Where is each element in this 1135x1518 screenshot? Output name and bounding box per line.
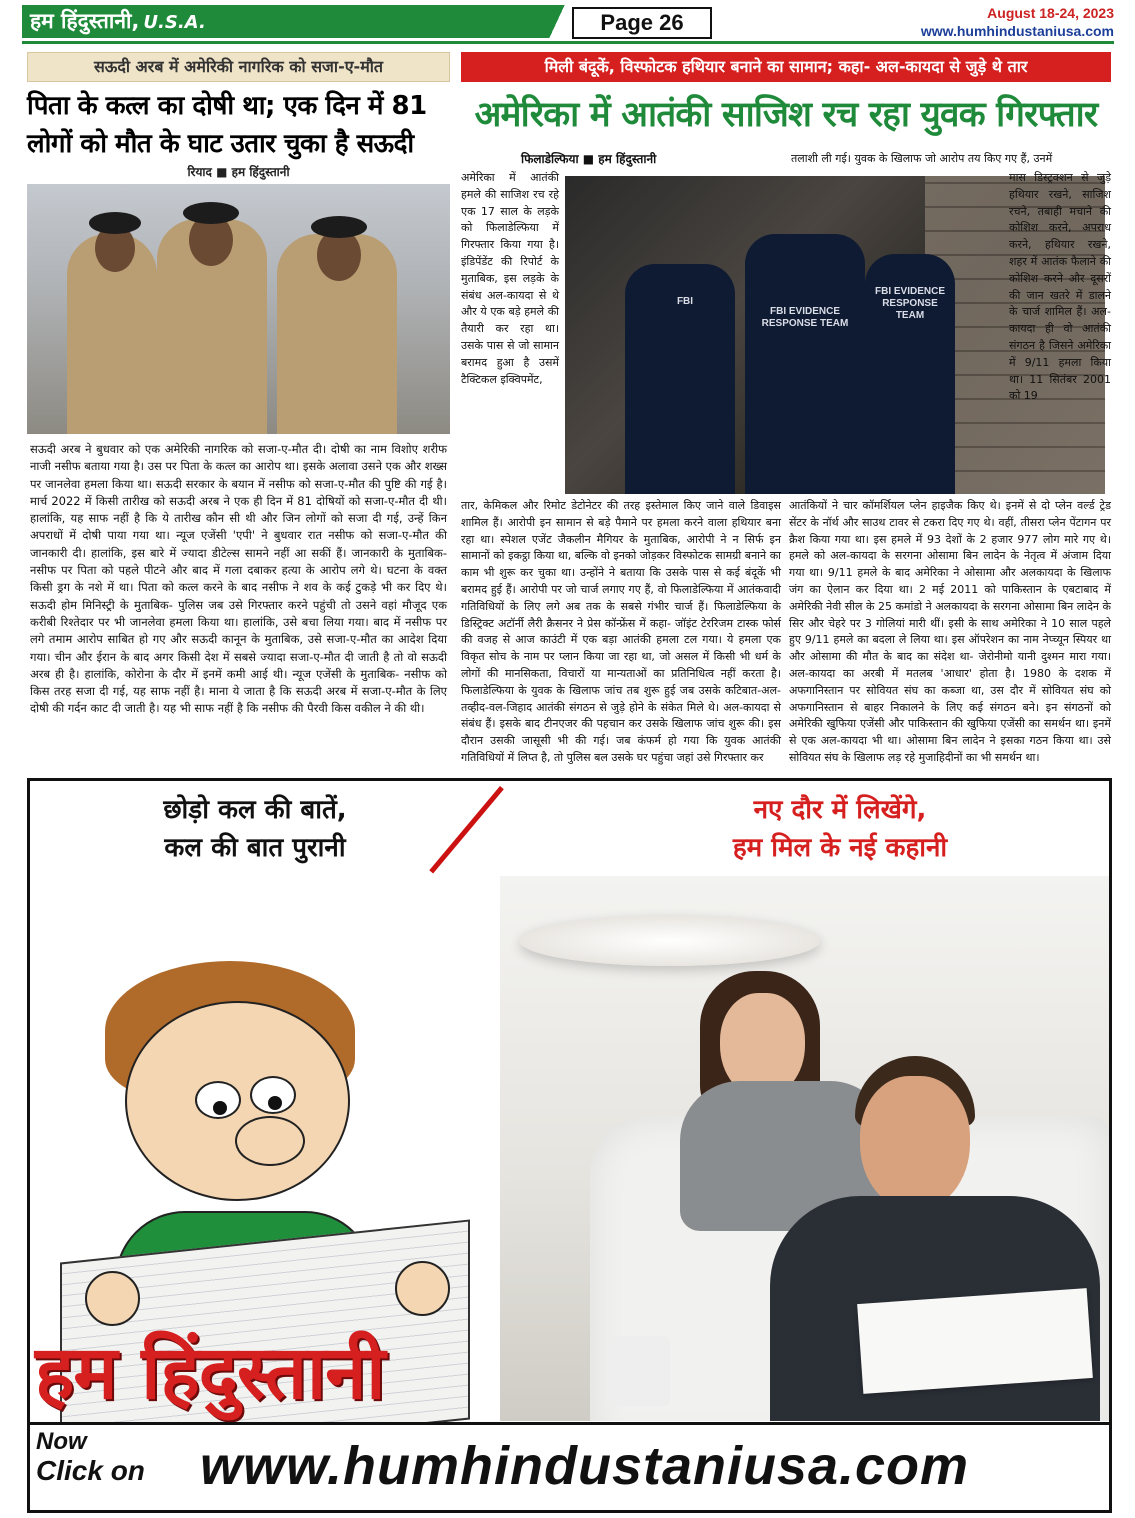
vest-label: FBI EVIDENCE RESPONSE TEAM xyxy=(761,306,849,329)
cartoon-hand xyxy=(395,1261,450,1316)
ad-tagline-line: कल की बात पुरानी xyxy=(164,833,346,863)
ad-brand-logo: हम हिंदुस्तानी xyxy=(35,1330,385,1416)
website-link[interactable]: www.humhindustaniusa.com xyxy=(920,23,1114,39)
article-body-col2: आतंकियों ने चार कॉमर्शियल प्लेन हाइजैक किए थे। इनमें से दो प्लेन वर्ल्ड ट्रेड सेंटर के नॉर्थ और साउथ टावर से टकरा दिए गए थे। वहीं, तीसरा प्लेन पेंटागन पर क्रैश किया गया था। इस हमले में 93 देशों के 2 हजार 977 लोग मारे गए थे। हमले को अल-कायदा के सरगना ओसामा बिन लादेन के नेतृत्व में अंजाम दिया गया था। 9/11 हमले के बाद अमेरिका ने ओसामा और अलकायदा के खिलाफ जंग का ऐलान कर दिया था। 2 मई 2011 को पाकिस्तान के एबटाबाद में अमेरिकी नेवी सील के 25 कमांडो ने अलकायदा के सरगना ओसामा बिन लादेन के सिर और चेहरे पर 3 गोलियां मारी थीं। इसी के साथ अमेरिका ने 10 साल पहले हुए 9/11 हमले का बदला ले लिया था। इस ऑपरेशन का नाम नेप्च्यून स्पियर था और ओसामा की मौत के बाद का संदेश था- जेरोनीमो यानी दुश्मन मारा गया। अल-कायदा का अरबी में मतलब 'आधार' होता है। 1980 के दशक में अफगानिस्तान पर सोवियत संघ का कब्जा था, उस दौर में सोवियत संघ को अफगानिस्तान से बाहर निकालने के लिए कई संगठन बने। इन संगठनों को अमेरिकी खुफिया एजेंसी और पाकिस्तान की खुफिया एजेंसी का समर्थन था। इनमें से एक अल-कायदा भी था। ओसामा बिन लादेन ने इसका गठन किया था। उसे सोवियत संघ के खिलाफ लड़ रहे मुजाहिदीनों का भी समर्थन था। xyxy=(789,499,1111,764)
beret-icon xyxy=(89,212,141,234)
article-byline: रियाद ■ हम हिंदुस्तानी xyxy=(187,165,290,179)
saudi-article xyxy=(27,52,450,770)
newspaper-crossword xyxy=(857,1288,1093,1394)
article-body-col1: तार, केमिकल और रिमोट डेटोनेटर की तरह इस्तेमाल किए जाने वाले डिवाइस शामिल हैं। आरोपी इन सामान से बड़े पैमाने पर हमला करने वाला हथियार बना रहा था। स्पेशल एजेंट जैकलीन मैगियर के मुताबिक, आरोपी ने न सिर्फ इन सामानों को इकट्ठा किया था, बल्कि वो इनको जोड़कर विस्फोटक सामग्री बनाने का काम भी शुरू कर चुका था। उन्होंने ने बताया कि उसके पास से कई बंदूकें भी बरामद हुई हैं। आरोपी पर जो चार्ज लगाए गए हैं, वो फिलाडेल्फिया में आतंकवादी गतिविधियों के लिए लगे अब तक के सबसे गंभीर चार्ज हैं। फिलाडेल्फिया के डिस्ट्रिक्ट अटॉर्नी लैरी क्रैसनर ने प्रेस कॉन्फ्रेंस में कहा- जॉइंट टेररिजम टास्क फोर्स की वजह से आज काउंटी में एक बड़ा आतंकी हमला टल गया। ये हमला एक विकृत सोच के नाम पर प्लान किया जा रहा था, जो असल में किसी भी धर्म के लोगों की मानसिकता, विचारों या मान्यताओं का प्रतिनिधित्व नहीं करता है। फिलाडेल्फिया के युवक के खिलाफ जांच तब शुरू हुई जब उसके कटिबात-अल-तव्हीद-वल-जिहाद आतंकी संगठन से जुड़े होने के संकेत मिले थे। अल-कायदा से संबंध हैं। इसके बाद टीनएजर की पहचान कर उसके खिलाफ जांच शुरू की। इस दौरान उसकी जासूसी भी की गई। जब कंफर्म हो गया कि युवक आतंकी गतिविधियों में लिप्त है, तो पुलिस बल उसके घर पहुंचा जहां उसे गिरफ्तार कर xyxy=(461,499,781,764)
beret-icon xyxy=(183,202,239,224)
cartoon-nose xyxy=(235,1116,305,1166)
article-body: सऊदी अरब ने बुधवार को एक अमेरिकी नागरिक को सजा-ए-मौत दी। दोषी का नाम विशोए शरीफ नाजी नसीफ बताया गया है। उस पर पिता के कत्ल का आरोप था। इसके अलावा उसने एक और शख्स पर जानलेवा हमला किया था। सऊदी सरकार के बयान में नसीफ को सजा-ए-मौत की पुष्टि की गई है। मार्च 2022 में किसी तारीख को सऊदी अरब ने एक ही दिन में 81 दोषियों को सजा-ए-मौत दी थी। हालांकि, यह साफ नहीं है कि ये तारीख कौन सी थी और जिन लोगों को सजा दी गई, उन्हें किन अपराधों में दोषी पाया गया था। न्यूज एजेंसी 'एपी' ने बुधवार रात नसीफ को सजा-ए-मौत की जानकारी दी। हालांकि, इस बारे में ज्यादा डीटेल्स सामने नहीं आ सकीं हैं। जानकारी के मुताबिक- नसीफ पर पिता को पहले पीटने और बाद में गला दबाकर हत्या के आरोप लगे थे। घटना के वक्त किसी ड्रग के नशे में था। पिता को कत्ल करने के बाद नसीफ ने शव के कई टुकड़े भी कर दिए थे। सऊदी होम मिनिस्ट्री के मुताबिक- पुलिस जब उसे गिरफ्तार करने पहुंची तो उसने वहां मौजूद एक करीबी रिश्तेदार पर भी जानलेवा हमला किया था। हालांकि, उसे बचा लिया गया। बाद में नसीफ पर लगे तमाम आरोप साबित हो गए और सऊदी कानून के मुताबिक, उसे सजा-ए-मौत का आदेश दिया गया। चीन और ईरान के बाद अगर किसी देश में सबसे ज्यादा सजा-ए-मौत दी जाती है तो वो सऊदी अरब ही है। हालांकि, कोरोना के दौर में इनमें कमी आई थी। न्यूज एजेंसी के मुताबिक- नसीफ को किस तरह सजा दी गई, यह साफ नहीं है। माना ये जाता है कि सऊदी अरब में सजा-ए-मौत के लिए दोषी की गर्दन काट दी जाती है। यह भी साफ नहीं है कि नसीफ की पैरवी किस वकील ने की थी। xyxy=(30,442,447,716)
article-byline: फिलाडेल्फिया ■ हम हिंदुस्तानी xyxy=(521,152,657,166)
masthead-brand xyxy=(22,5,542,38)
issue-date: August 18-24, 2023 xyxy=(987,5,1114,21)
cartoon-hand xyxy=(85,1271,140,1326)
ad-tagline-line: हम मिल के नई कहानी xyxy=(732,833,948,863)
masthead-rule xyxy=(22,41,1114,44)
cartoon-eye xyxy=(250,1076,296,1114)
ad-tagline-line: नए दौर में लिखेंगे, xyxy=(753,795,927,825)
vest-label: FBI xyxy=(676,296,694,307)
page-number: Page 26 xyxy=(572,7,712,39)
beret-icon xyxy=(311,216,367,238)
philadelphia-article xyxy=(461,52,1111,770)
saudi-police-photo xyxy=(27,184,450,434)
ad-tagline-line: छोड़ो कल की बातें, xyxy=(163,795,347,825)
ad-cta-click: Click on xyxy=(36,1455,145,1486)
ad-website-link[interactable]: www.humhindustaniusa.com xyxy=(200,1436,970,1496)
agent-figure xyxy=(745,234,865,494)
couple-reading-photo xyxy=(500,876,1110,1421)
article-body-narrow-right: मास डिस्ट्रक्शन से जुड़े हथियार रखने, साजिश रचने, तबाही मचाने की कोशिश करने, अपराध करने, हथियार रखने, शहर में आतंक फैलाने की कोशिश करने और दूसरों की जान खतरे में डालने के चार्ज शामिल हैं। अल-कायदा ही वो आतंकी संगठन है जिसने अमेरिका में 9/11 हमला किया था। 11 सितंबर 2001 को 19 xyxy=(1009,171,1111,403)
brand-suffix: U.S.A. xyxy=(143,12,206,33)
article-headline: अमेरिका में आतंकी साजिश रच रहा युवक गिरफ्तार xyxy=(474,95,1098,135)
mug xyxy=(610,1336,670,1406)
cartoon-eye xyxy=(195,1081,241,1119)
ad-tagline-left xyxy=(30,791,480,867)
masthead xyxy=(22,5,1114,43)
ad-cta-now: Now xyxy=(36,1428,87,1455)
brand-name: हम हिंदुस्तानी, xyxy=(30,9,140,33)
article-continuation-top: तलाशी ली गई। युवक के खिलाफ जो आरोप तय किए गए हैं, उनमें xyxy=(791,152,1053,165)
lamp-shade xyxy=(520,916,820,966)
article-body-narrow-left: अमेरिका में आतंकी हमले की साजिश रच रहे एक 17 साल के लड़के को फिलाडेल्फिया में गिरफ्तार किया गया है। इंडिपेंडेंट की रिपोर्ट के मुताबिक, इस लड़के के संबंध अल-कायदा से थे और ये एक बड़े हमले की तैयारी कर रहा था। उसके पास से जो सामान बरामद हुआ है उसमें टैक्टिकल इक्विपमेंट, xyxy=(461,171,559,386)
ad-cta-bar xyxy=(30,1422,1109,1510)
article-headline: पिता के कत्ल का दोषी था; एक दिन में 81 लोगों को मौत के घाट उतार चुका है सऊदी xyxy=(27,91,427,159)
vest-label: FBI EVIDENCE RESPONSE TEAM xyxy=(874,286,945,321)
masthead-divider xyxy=(542,5,572,38)
article-kicker: सऊदी अरब में अमेरिकी नागरिक को सजा-ए-मौत xyxy=(27,52,450,82)
article-kicker: मिली बंदूकें, विस्फोटक हथियार बनाने का सामान; कहा- अल-कायदा से जुड़े थे तार xyxy=(461,52,1111,82)
advertisement xyxy=(27,778,1112,1513)
ad-tagline-right xyxy=(590,791,1090,867)
